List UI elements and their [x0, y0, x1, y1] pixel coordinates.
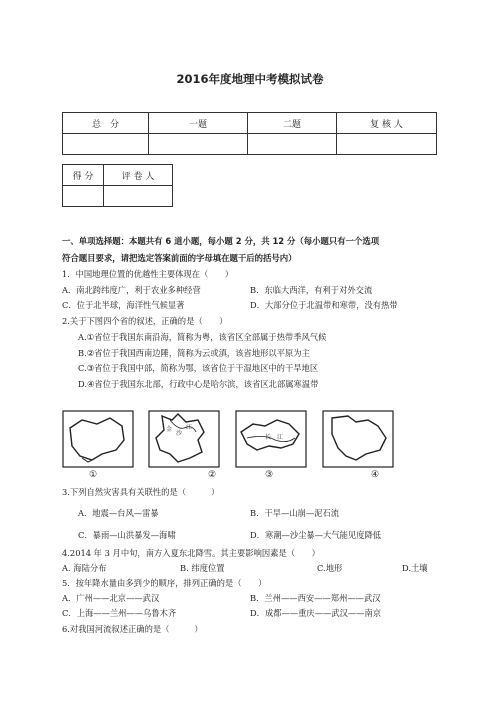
- grader-header-grader: 评 卷 人: [104, 165, 173, 186]
- score-header-q1: 一题: [149, 113, 248, 134]
- q3-options-row2: [78, 529, 458, 541]
- q2-option-b: B.②省位于我国西南边陲，简称为云或滇，该省地形以平原为主: [78, 348, 310, 358]
- score-header-total: 总 分: [63, 113, 149, 134]
- q3-options-row1: [78, 507, 458, 519]
- map-2: [148, 410, 220, 472]
- map2-river-char-2: 沙: [176, 430, 183, 437]
- map2-river-char-1: 金: [166, 426, 173, 433]
- q2-option-c: C.③省位于我国中部，简称为鄂，该省位于干湿地区中的干旱地区: [78, 363, 319, 373]
- q5-option-d: D．成都——重庆——武汉——南京: [250, 608, 382, 618]
- q3-option-c: C．暴雨—山洪暴发—海啸: [78, 530, 176, 540]
- province-map-2-outline: [148, 410, 220, 468]
- q4-option-c: C.地形: [317, 563, 343, 573]
- page-title: 2016年度地理中考模拟试卷: [176, 72, 324, 86]
- q1-option-d: D．大部分位于北温带和寒带，没有热带: [250, 300, 398, 310]
- score-cell-q2: [248, 134, 337, 155]
- q1-option-b: B．东临大西洋，有利于对外交流: [250, 285, 373, 295]
- grader-header-score: 得 分: [63, 165, 104, 186]
- q5-options-row1: [62, 592, 442, 604]
- q3-stem: 3.下列自然灾害具有关联性的是（ ）: [62, 487, 220, 497]
- q6-stem: 6.对我国河流叙述正确的是（ ）: [62, 624, 203, 634]
- section-heading-line1: 一、单项选择题：本题共有 6 道小题，每小题 2 分，共 12 分（每小题只有一个选项: [62, 236, 380, 246]
- q4-option-a: A. 海陆分布: [62, 563, 107, 573]
- map3-river-char-1: 长: [265, 434, 272, 441]
- q1-option-c: C．位于北半球，海洋性气候显著: [62, 300, 185, 310]
- q5-options-row2: [62, 607, 442, 619]
- q1-option-a: A．南北跨纬度广，利于农业多种经营: [62, 285, 201, 295]
- map-label-3: ③: [264, 470, 274, 480]
- q5-stem: 5．按年降水量由多到少的顺序，排列正确的是（ ）: [62, 578, 267, 588]
- score-header-reviewer: 复 核 人: [337, 113, 437, 134]
- q1-options-row1: [62, 284, 442, 296]
- score-table: [62, 112, 437, 155]
- q2-option-d: D.④省位于我国东北部，行政中心是哈尔滨，该省区北部属寒温带: [78, 379, 319, 389]
- q5-option-a: A．广州——北京——武汉: [62, 593, 160, 603]
- province-map-4-outline: [322, 410, 394, 468]
- grader-cell-score: [63, 186, 104, 207]
- q4-options: [62, 562, 442, 574]
- score-header-q2: 二题: [248, 113, 337, 134]
- map2-river-char-3: 江: [186, 424, 193, 431]
- q1-options-row2: [62, 299, 442, 311]
- map-3: [235, 410, 307, 472]
- map3-river-char-2: 江: [277, 434, 284, 441]
- q2-option-a: A.①省位于我国东南沿海，简称为粤，该省区全部属于热带季风气候: [78, 332, 327, 342]
- q4-option-d: D.土壤: [402, 563, 428, 573]
- q5-option-c: C．上海——兰州——乌鲁木齐: [62, 608, 177, 618]
- score-cell-total: [63, 134, 149, 155]
- map-4: [322, 410, 394, 472]
- map-1: [62, 410, 134, 472]
- grader-cell-grader: [104, 186, 173, 207]
- q5-option-b: B．兰州——西安——郑州——武汉: [250, 593, 381, 603]
- province-map-1-outline: [62, 410, 134, 468]
- q3-option-a: A．地震—台风—雷暴: [78, 508, 159, 518]
- q1-stem: 1．中国地理位置的优越性主要体现在（ ）: [62, 269, 234, 279]
- score-cell-q1: [149, 134, 248, 155]
- q2-stem: 2.关于下图四个省的叙述，正确的是（ ）: [62, 316, 228, 326]
- q4-stem: 4.2014 年 3 月中旬，南方入夏东北降雪。其主要影响因素是（ ）: [62, 548, 320, 558]
- section-heading-line2: 符合题目要求，请把选定答案前面的字母填在题干后的括号内）: [62, 253, 297, 263]
- map-label-1: ①: [88, 470, 98, 480]
- map-label-2: ②: [207, 470, 217, 480]
- q4-option-b: B. 纬度位置: [180, 563, 225, 573]
- province-maps: [62, 410, 392, 482]
- map-label-4: ④: [370, 470, 380, 480]
- q3-option-d: D．寒潮—沙尘暴—大气能见度降低: [250, 530, 382, 540]
- score-cell-reviewer: [337, 134, 437, 155]
- q3-option-b: B．干旱—山崩—泥石流: [250, 508, 340, 518]
- grader-table: [62, 164, 173, 207]
